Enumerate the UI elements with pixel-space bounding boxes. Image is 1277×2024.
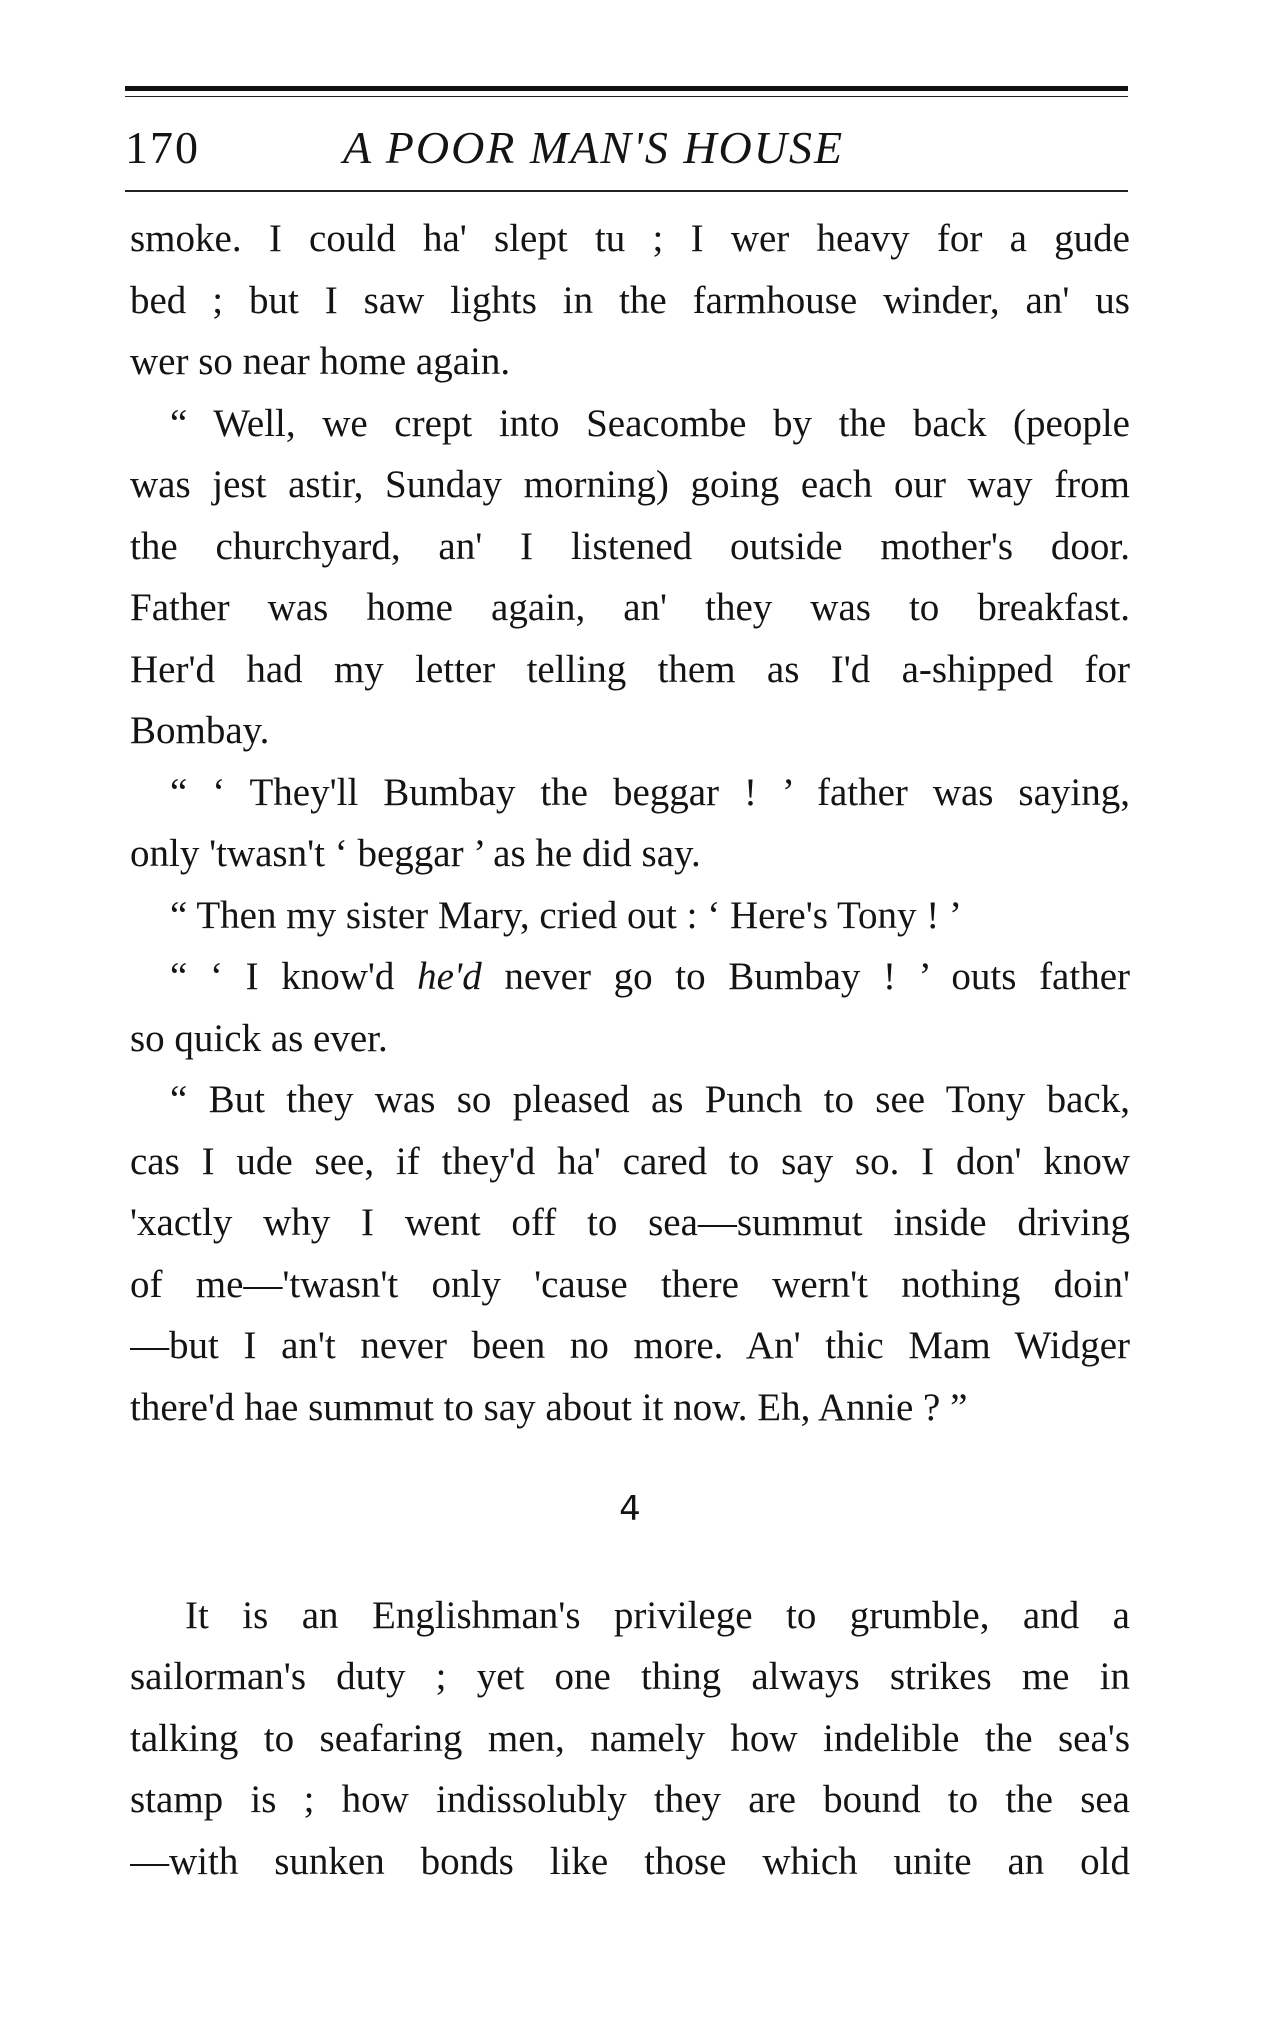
text-line: 'xactly why I went off to sea—summut inside driving	[130, 1201, 1130, 1244]
header-top-thin-rule	[125, 96, 1128, 97]
text-line: so quick as ever.	[130, 1016, 388, 1060]
text-line: stamp is ; how indissolubly they are bound to the sea	[130, 1778, 1130, 1821]
text-line: was jest astir, Sunday morning) going each our way from	[130, 463, 1130, 506]
header-bottom-rule	[125, 190, 1128, 192]
header-top-rule	[125, 86, 1128, 91]
text-line: Father was home again, an' they was to breakfast.	[130, 586, 1130, 629]
text-line: of me—'twasn't only 'cause there wern't nothing doin'	[130, 1262, 1130, 1306]
text-line: “ Then my sister Mary, cried out : ‘ Here's Tony ! ’	[170, 893, 963, 937]
text-line: smoke. I could ha' slept tu ; I wer heavy for a gude	[130, 217, 1130, 260]
section-paragraphs	[130, 1585, 1130, 1893]
text-line: wer so near home again.	[130, 340, 511, 383]
body-text	[130, 208, 1130, 1892]
section-number: 4	[619, 1489, 641, 1529]
text-line: Bombay.	[130, 709, 270, 752]
text-line: “ Well, we crept into Seacombe by the back (people	[170, 401, 1130, 445]
running-title: A POOR MAN'S HOUSE	[343, 122, 845, 173]
text-line: “ ‘ I know'd he'd never go to Bumbay ! ’ outs father	[170, 955, 1130, 998]
text-line: —with sunken bonds like those which unite an old	[130, 1839, 1130, 1883]
text-line: “ ‘ They'll Bumbay the beggar ! ’ father was saying,	[170, 770, 1130, 814]
text-line: there'd hae summut to say about it now. Eh, Annie ? ”	[130, 1385, 968, 1429]
page-number: 170	[125, 122, 200, 173]
text-line: only 'twasn't ‘ beggar ’ as he did say.	[130, 832, 701, 875]
text-line: Her'd had my letter telling them as I'd a-shipped for	[130, 647, 1130, 691]
body-paragraphs	[130, 208, 1130, 1438]
italic-emphasis: he'd	[417, 955, 482, 998]
text-line: the churchyard, an' I listened outside mother's door.	[130, 524, 1130, 568]
text-line: It is an Englishman's privilege to grumble, and a	[185, 1593, 1130, 1637]
text-line: cas I ude see, if they'd ha' cared to say so. I don' know	[130, 1139, 1130, 1183]
text-line: talking to seafaring men, namely how indelible the sea's	[130, 1716, 1130, 1760]
text-line: —but I an't never been no more. An' thic Mam Widger	[130, 1324, 1130, 1367]
text-line: sailorman's duty ; yet one thing always strikes me in	[130, 1655, 1130, 1698]
text-line: bed ; but I saw lights in the farmhouse winder, an' us	[130, 278, 1130, 322]
text-line: “ But they was so pleased as Punch to see Tony back,	[170, 1078, 1130, 1121]
running-header	[125, 118, 1128, 178]
